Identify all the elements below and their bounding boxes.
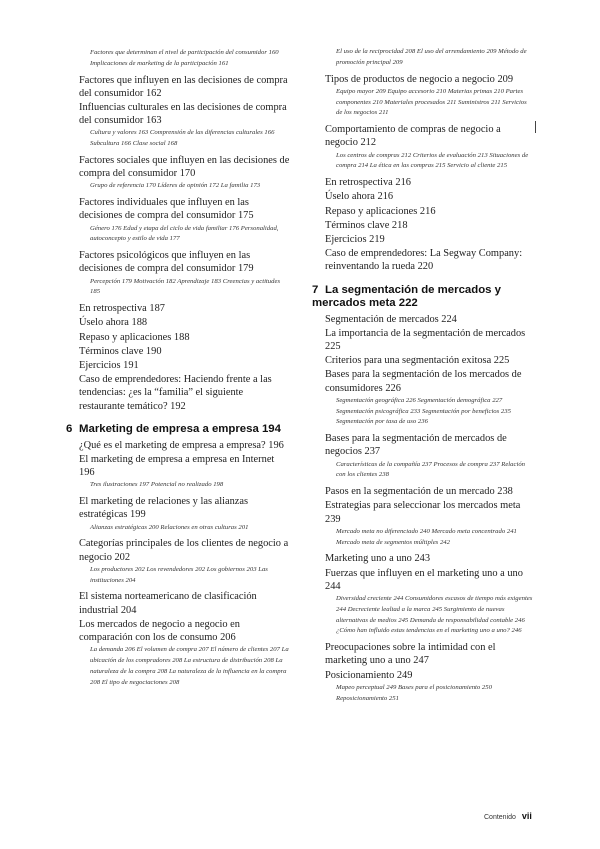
toc-entry[interactable]: Factores individuales que influyen en las decisiones de compra del consumidor 175: [79, 197, 254, 222]
toc-subtopics: Cultura y valores 163 Comprensión de las diferencias culturales 166 Subcultura 166 Clase social 168: [90, 129, 275, 148]
chapter-title: La segmentación de mercados y mercados meta 222: [312, 283, 501, 309]
toc-subtopics: La demanda 206 El volumen de compra 207 El número de clientes 207 La ubicación de los compradores 208 La estructura de distribución 208 La naturaleza de la compra 208 La naturaleza de la influencia en la compra 208 El tipo de negociaciones 208: [90, 646, 289, 686]
toc-subtopics: Mapeo perceptual 249 Bases para el posicionamiento 250 Reposicionamiento 251: [336, 683, 492, 702]
toc-subtopics: Características de la compañía 237 Procesos de compra 237 Relación con los clientes 238: [336, 460, 526, 479]
toc-entry[interactable]: El sistema norteamericano de clasificación industrial 204: [79, 591, 257, 616]
toc-entry[interactable]: Tipos de productos de negocio a negocio 209: [325, 73, 514, 85]
page-number: vii: [521, 811, 532, 821]
toc-entry[interactable]: Caso de emprendedores: Haciendo frente a las tendencias: ¿es la “familia” el siguiente restaurante temático? 192: [79, 374, 272, 412]
toc-entry[interactable]: Marketing uno a uno 243: [325, 553, 431, 565]
toc-entry[interactable]: Úselo ahora 216: [325, 191, 394, 203]
toc-entry[interactable]: Influencias culturales en las decisiones de compra del consumidor 163: [79, 102, 287, 127]
toc-entry[interactable]: Criterios para una segmentación exitosa 225: [325, 355, 510, 367]
toc-entry[interactable]: Caso de emprendedores: La Segway Company: reinventando la rueda 220: [325, 248, 523, 273]
toc-subtopics: Los productores 202 Los revendedores 202 Los gobiernos 203 Las instituciones 204: [90, 565, 268, 584]
page-footer: [484, 811, 532, 821]
toc-entry[interactable]: Categorías principales de los clientes de negocio a negocio 202: [79, 538, 289, 563]
toc-subtopics: Diversidad creciente 244 Consumidores escasos de tiempo más exigentes 244 Decreciente lealtad a la marca 245 Surgimiento de nuevas alternativas de medios 245 Demanda de responsabilidad contable 246 ¿Cómo han influido estas tendencias en el marketing uno a uno? 246: [336, 595, 533, 635]
toc-entry[interactable]: Ejercicios 191: [79, 360, 139, 372]
toc-entry[interactable]: Factores psicológicos que influyen en las decisiones de compra del consumidor 179: [79, 250, 254, 275]
toc-entry[interactable]: Úselo ahora 188: [79, 317, 148, 329]
toc-subtopics: Percepción 179 Motivación 182 Aprendizaje 183 Creencias y actitudes 185: [90, 277, 281, 296]
toc-entry[interactable]: En retrospectiva 187: [79, 303, 165, 315]
toc-entry[interactable]: Posicionamiento 249: [325, 669, 413, 681]
chapter-heading[interactable]: [66, 423, 291, 436]
toc-column-right: [312, 48, 534, 708]
toc-subtopics: Los centros de compras 212 Criterios de evaluación 213 Situaciones de compra 214 La ética en las compras 215 Servicio al cliente 215: [336, 151, 529, 170]
toc-entry[interactable]: El marketing de empresa a empresa en Internet 196: [79, 454, 275, 479]
toc-entry[interactable]: Factores que influyen en las decisiones de compra del consumidor 162: [79, 74, 288, 99]
toc-entry[interactable]: Comportamiento de compras de negocio a negocio 212: [325, 124, 501, 149]
toc-entry[interactable]: En retrospectiva 216: [325, 177, 411, 189]
toc-entry[interactable]: Pasos en la segmentación de un mercado 238: [325, 486, 513, 498]
chapter-number: 7: [312, 283, 319, 296]
toc-subtopics: Mercado meta no diferenciado 240 Mercado meta concentrado 241 Mercado meta de segmentos múltiples 242: [336, 527, 517, 546]
toc-entry[interactable]: Términos clave 190: [79, 345, 162, 357]
toc-subtopics: Género 176 Edad y etapa del ciclo de vida familiar 176 Personalidad, autoconcepto y estilo de vida 177: [90, 224, 279, 243]
toc-entry[interactable]: Bases para la segmentación de los mercados de consumidores 226: [325, 369, 522, 394]
toc-entry[interactable]: Bases para la segmentación de mercados de negocios 237: [325, 433, 507, 458]
toc-entry[interactable]: El marketing de relaciones y las alianzas estratégicas 199: [79, 496, 249, 521]
toc-entry[interactable]: Los mercados de negocio a negocio en comparación con los de consumo 206: [79, 618, 240, 644]
toc-entry[interactable]: La importancia de la segmentación de mercados 225: [325, 327, 526, 353]
toc-subtopics: Tres ilustraciones 197 Potencial no realizado 198: [90, 481, 224, 489]
toc-entry[interactable]: Fuerzas que influyen en el marketing uno a uno 244: [325, 567, 523, 592]
toc-entry[interactable]: Preocupaciones sobre la intimidad con el marketing uno a uno 247: [325, 642, 496, 667]
toc-entry[interactable]: Estrategias para seleccionar los mercados meta 239: [325, 500, 521, 525]
toc-subtopics: Grupo de referencia 170 Líderes de opinión 172 La familia 173: [90, 182, 261, 190]
toc-column-left: [66, 48, 291, 692]
toc-entry[interactable]: Factores sociales que influyen en las decisiones de compra del consumidor 170: [79, 155, 290, 180]
toc-subtopics: Equipo mayor 209 Equipo accesorio 210 Materias primas 210 Partes componentes 210 Materiales procesados 211 Suministros 211 Servicios de los negocios 211: [336, 87, 527, 117]
toc-entry[interactable]: Segmentación de mercados 224: [325, 313, 457, 325]
toc-subtopics: El uso de la reciprocidad 208 El uso del arrendamiento 209 Método de promoción principal 209: [336, 48, 527, 66]
chapter-heading[interactable]: [312, 284, 534, 310]
margin-mark: [535, 121, 536, 133]
toc-subtopics: Segmentación geográfica 226 Segmentación demográfica 227 Segmentación psicográfica 233 Segmentación por beneficios 235 Segmentación por tasa de uso 236: [336, 396, 511, 426]
toc-subtopics: Alianzas estratégicas 200 Relaciones en otras culturas 201: [90, 523, 249, 531]
toc-entry[interactable]: ¿Qué es el marketing de empresa a empresa? 196: [79, 439, 284, 451]
chapter-title: Marketing de empresa a empresa 194: [79, 422, 281, 435]
toc-subtopics: Factores que determinan el nivel de participación del consumidor 160 Implicaciones de marketing de la participación 161: [90, 49, 279, 67]
toc-entry[interactable]: Repaso y aplicaciones 216: [325, 205, 436, 217]
footer-label: Contenido: [484, 814, 516, 821]
toc-entry[interactable]: Términos clave 218: [325, 219, 408, 231]
toc-entry[interactable]: Ejercicios 219: [325, 234, 385, 245]
chapter-number: 6: [66, 422, 73, 435]
toc-entry[interactable]: Repaso y aplicaciones 188: [79, 331, 190, 343]
